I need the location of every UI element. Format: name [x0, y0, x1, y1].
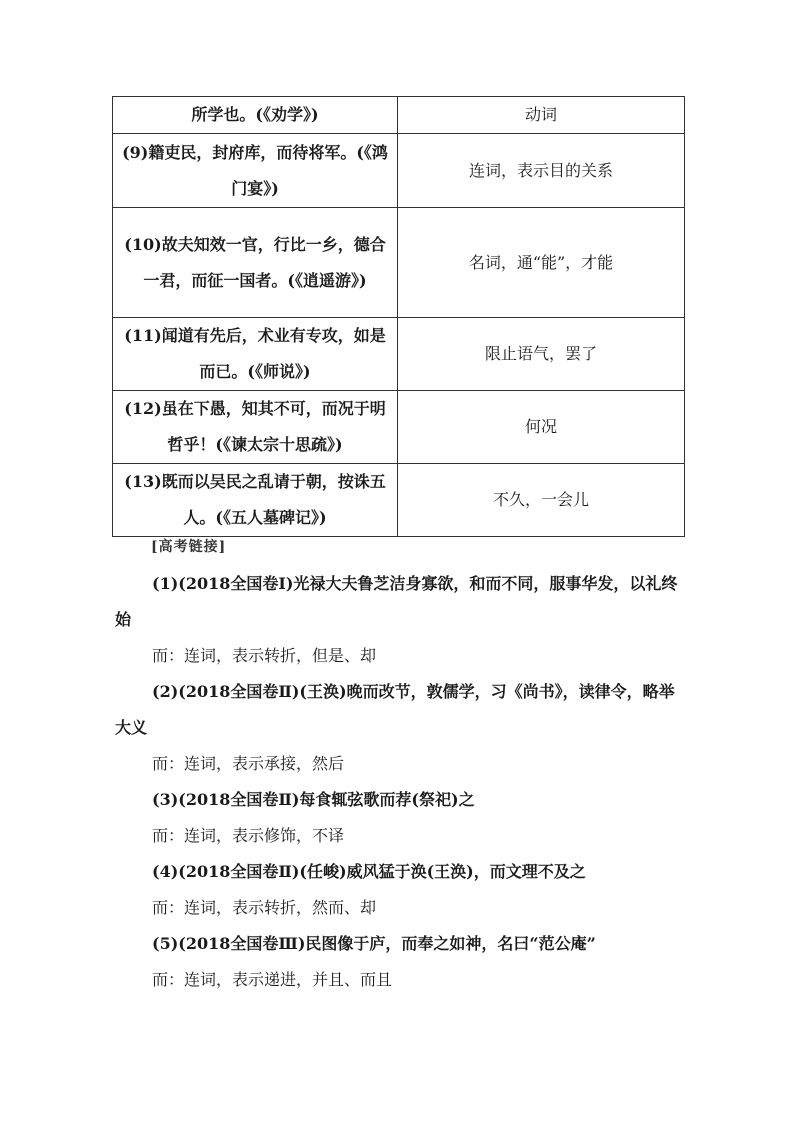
meaning-cell: 动词 — [398, 97, 685, 134]
sentence-cell: (11)闻道有先后，术业有专攻，如是而已。(《师说》) — [113, 318, 398, 391]
example-sentence: (5)(2018全国卷Ⅲ)民图像于庐，而奉之如神，名曰“范公庵” — [152, 934, 596, 953]
example-answer: 而：连词，表示转折，但是、却 — [152, 646, 377, 665]
word-usage-table — [112, 96, 685, 537]
table-row — [113, 464, 685, 537]
section-heading: [高考链接] — [151, 539, 227, 555]
example-sentence: (1)(2018全国卷Ⅰ)光禄大夫鲁芝洁身寡欲，和而不同，服事华发，以礼终始 — [115, 574, 678, 629]
sentence-cell: (13)既而以吴民之乱请于朝，按诛五人。(《五人墓碑记》) — [113, 464, 398, 537]
example-answer: 而：连词，表示转折，然而、却 — [152, 898, 377, 917]
meaning-cell: 限止语气，罢了 — [398, 318, 685, 391]
table-row — [113, 97, 685, 134]
table-row — [113, 208, 685, 318]
meaning-cell: 何况 — [398, 391, 685, 464]
example-sentence: (4)(2018全国卷Ⅱ)(任峻)威风猛于涣(王涣)，而文理不及之 — [152, 862, 586, 881]
sentence-cell: (10)故夫知效一官，行比一乡，德合一君，而征一国者。(《逍遥游》) — [113, 208, 398, 318]
exam-examples — [115, 566, 687, 998]
sentence-cell: (9)籍吏民，封府库，而待将军。(《鸿门宴》) — [113, 134, 398, 208]
meaning-cell: 不久，一会儿 — [398, 464, 685, 537]
table-row — [113, 391, 685, 464]
meaning-cell: 名词，通“能”，才能 — [398, 208, 685, 318]
table-row — [113, 318, 685, 391]
example-sentence: (3)(2018全国卷Ⅱ)每食辄弦歌而荐(祭祀)之 — [152, 790, 475, 809]
sentence-cell: 所学也。(《劝学》) — [113, 97, 398, 134]
sentence-cell: (12)虽在下愚，知其不可，而况于明哲乎！(《谏太宗十思疏》) — [113, 391, 398, 464]
example-answer: 而：连词，表示承接，然后 — [152, 754, 345, 773]
example-answer: 而：连词，表示递进，并且、而且 — [152, 970, 393, 989]
example-answer: 而：连词，表示修饰，不译 — [152, 826, 345, 845]
table-row — [113, 134, 685, 208]
meaning-cell: 连词，表示目的关系 — [398, 134, 685, 208]
example-sentence: (2)(2018全国卷Ⅱ)(王涣)晚而改节，敦儒学，习《尚书》，读律令，略举大义 — [115, 682, 675, 737]
